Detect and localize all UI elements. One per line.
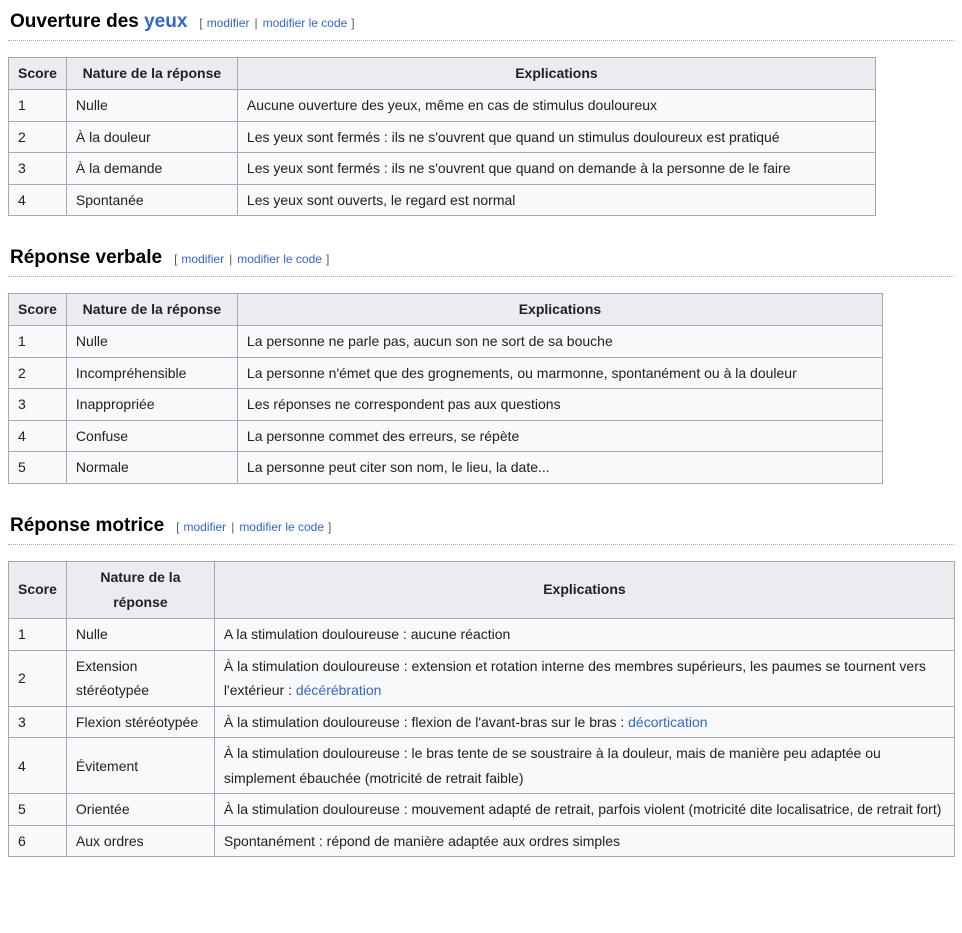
edit-code-link[interactable]: modifier le code — [262, 16, 348, 30]
table-reponse-motrice — [8, 561, 955, 857]
score-cell: 1 — [9, 90, 67, 122]
explication-cell — [214, 650, 954, 706]
explication-cell: La personne commet des erreurs, se répète — [237, 420, 882, 452]
edit-divider: | — [231, 519, 235, 534]
edit-divider: | — [254, 16, 258, 30]
edit-link[interactable]: modifier — [206, 16, 250, 30]
score-cell: 2 — [9, 357, 67, 389]
edit-link[interactable]: modifier — [181, 252, 225, 267]
edit-divider: | — [229, 252, 233, 267]
table-row — [9, 738, 955, 794]
score-cell: 1 — [9, 326, 67, 358]
explication-cell: Les yeux sont fermés : ils ne s'ouvrent que quand on demande à la personne de le faire — [237, 153, 875, 185]
table-row — [9, 619, 955, 651]
section-title: Réponse verbale — [10, 247, 163, 269]
score-cell: 5 — [9, 794, 67, 826]
nature-cell: Nulle — [66, 90, 237, 122]
table-row — [9, 184, 876, 216]
score-cell: 3 — [9, 153, 67, 185]
table-row — [9, 357, 883, 389]
explication-cell: À la stimulation douloureuse : le bras tente de se soustraire à la douleur, mais de manière peu adaptée ou simplement ébauchée (motricité de retrait faible) — [214, 738, 954, 794]
score-cell: 3 — [9, 389, 67, 421]
col-header-explications: Explications — [214, 561, 954, 618]
bracket-close: ] — [325, 252, 330, 267]
table-row — [9, 389, 883, 421]
explication-cell: Les yeux sont ouverts, le regard est normal — [237, 184, 875, 216]
edit-section — [174, 252, 329, 266]
table-row — [9, 326, 883, 358]
table-row — [9, 794, 955, 826]
score-cell: 3 — [9, 706, 67, 738]
nature-cell: Extension stéréotypée — [66, 650, 214, 706]
table-ouverture-des-yeux — [8, 57, 876, 216]
section-heading — [8, 246, 954, 277]
nature-cell: À la douleur — [66, 121, 237, 153]
explication-text: À la stimulation douloureuse : flexion de l'avant-bras sur le bras : — [223, 713, 629, 730]
col-header-score: Score — [9, 58, 67, 90]
nature-cell: Orientée — [66, 794, 214, 826]
score-cell: 1 — [9, 619, 67, 651]
score-cell: 4 — [9, 184, 67, 216]
explication-cell: La personne peut citer son nom, le lieu, la date... — [237, 452, 882, 484]
score-cell: 2 — [9, 650, 67, 706]
section-heading — [8, 514, 954, 545]
header-row — [9, 294, 883, 326]
nature-cell: Normale — [66, 452, 237, 484]
header-row — [9, 561, 955, 618]
nature-cell: Incompréhensible — [66, 357, 237, 389]
bracket-close: ] — [351, 16, 355, 30]
decortication-link[interactable]: décortication — [628, 713, 708, 730]
edit-section — [176, 520, 331, 534]
table-row — [9, 121, 876, 153]
edit-link[interactable]: modifier — [183, 519, 227, 534]
explication-cell: A la stimulation douloureuse : aucune réaction — [214, 619, 954, 651]
section-title: Ouverture des — [10, 11, 145, 32]
table-row — [9, 706, 955, 738]
header-row — [9, 58, 876, 90]
section-ouverture-des-yeux — [8, 10, 954, 216]
decerebration-link[interactable]: décérébration — [295, 682, 382, 699]
col-header-explications: Explications — [237, 294, 882, 326]
bracket-close: ] — [328, 519, 332, 534]
table-row — [9, 452, 883, 484]
explication-cell: La personne n'émet que des grognements, ou marmonne, spontanément ou à la douleur — [237, 357, 882, 389]
edit-section — [199, 16, 354, 30]
table-row — [9, 90, 876, 122]
nature-cell: Flexion stéréotypée — [66, 706, 214, 738]
section-reponse-motrice — [8, 514, 954, 857]
explication-cell: Aucune ouverture des yeux, même en cas de stimulus douloureux — [237, 90, 875, 122]
nature-cell: Nulle — [66, 619, 214, 651]
explication-cell: La personne ne parle pas, aucun son ne sort de sa bouche — [237, 326, 882, 358]
explication-cell: Les réponses ne correspondent pas aux questions — [237, 389, 882, 421]
col-header-explications: Explications — [237, 58, 875, 90]
bracket-open: [ — [199, 16, 203, 30]
score-cell: 2 — [9, 121, 67, 153]
edit-code-link[interactable]: modifier le code — [239, 519, 325, 534]
score-cell: 6 — [9, 825, 67, 857]
nature-cell: Aux ordres — [66, 825, 214, 857]
nature-cell: Évitement — [66, 738, 214, 794]
table-row — [9, 825, 955, 857]
bracket-open: [ — [174, 252, 178, 267]
col-header-score: Score — [9, 561, 67, 618]
score-cell: 4 — [9, 738, 67, 794]
section-title: Réponse motrice — [10, 514, 165, 536]
col-header-nature: Nature de la réponse — [66, 561, 214, 618]
score-cell: 5 — [9, 452, 67, 484]
nature-cell: Confuse — [66, 420, 237, 452]
edit-code-link[interactable]: modifier le code — [237, 252, 322, 267]
explication-cell: Les yeux sont fermés : ils ne s'ouvrent que quand un stimulus douloureux est pratiqué — [237, 121, 875, 153]
table-row — [9, 420, 883, 452]
table-row — [9, 650, 955, 706]
section-reponse-verbale — [8, 246, 954, 484]
nature-cell: Spontanée — [66, 184, 237, 216]
explication-cell: À la stimulation douloureuse : mouvement adapté de retrait, parfois violent (motricité dite localisatrice, de retrait fort) — [214, 794, 954, 826]
table-row — [9, 153, 876, 185]
table-reponse-verbale — [8, 293, 883, 484]
yeux-link[interactable]: yeux — [144, 11, 188, 32]
col-header-score: Score — [9, 294, 67, 326]
explication-cell: Spontanément : répond de manière adaptée aux ordres simples — [214, 825, 954, 857]
score-cell: 4 — [9, 420, 67, 452]
explication-cell — [214, 706, 954, 738]
nature-cell: À la demande — [66, 153, 237, 185]
section-heading — [8, 10, 954, 41]
bracket-open: [ — [176, 519, 180, 534]
col-header-nature: Nature de la réponse — [66, 294, 237, 326]
nature-cell: Nulle — [66, 326, 237, 358]
nature-cell: Inappropriée — [66, 389, 237, 421]
explication-text: À la stimulation douloureuse : extension et rotation interne des membres supérieurs, les paumes se tournent vers l'extérieur : — [223, 657, 926, 699]
col-header-nature: Nature de la réponse — [66, 58, 237, 90]
